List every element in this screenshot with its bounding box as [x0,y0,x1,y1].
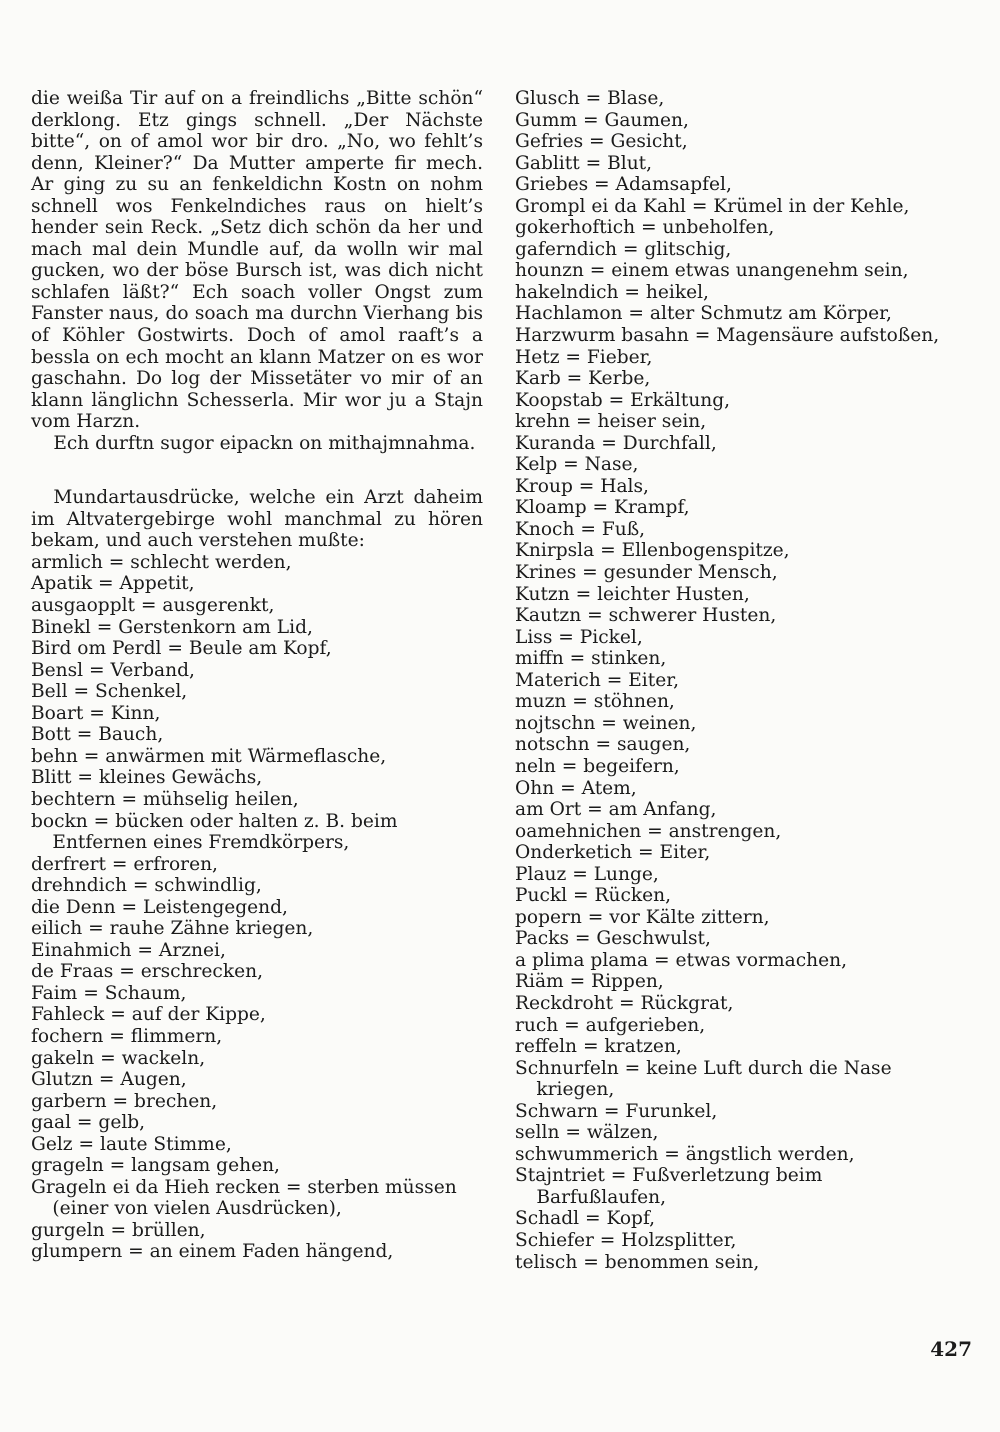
glossary-entry: fochern = flimmern, [31,1025,223,1047]
glossary-entry: hakelndich = heikel, [515,281,709,303]
glossary-entry: gaal = gelb, [31,1112,146,1134]
glossary-entry: Glusch = Blase, [515,88,665,109]
glossary-entry: armlich = schlecht werden, [31,551,292,573]
glossary-entry: Reckdroht = Rückgrat, [515,992,734,1014]
glossary-entry: Knoch = Fuß, [515,518,646,540]
left-column [31,88,483,1263]
glossary-entry: muzn = stöhnen, [515,691,675,713]
glossary-entry: ausgaopplt = ausgerenkt, [31,595,275,617]
glossary-entry: Grompl ei da Kahl = Krümel in der Kehle, [515,195,910,217]
glossary-entry: Bensl = Verband, [31,659,195,681]
glossary-entry: Glutzn = Augen, [31,1069,187,1091]
glossary-entry: gaferndich = glitschig, [515,238,732,260]
glossary-entry: glumpern = an einem Faden hängend, [31,1241,394,1263]
glossary-entry: Bott = Bauch, [31,724,164,746]
glossary-entry: Kloamp = Krampf, [515,497,690,519]
glossary-entry: krehn = heiser sein, [515,411,707,433]
glossary-entry: de Fraas = erschrecken, [31,961,264,983]
glossary-entry: Kuranda = Durchfall, [515,432,717,454]
glossary-entry: reffeln = kratzen, [515,1036,682,1058]
glossary-entry: oamehnichen = anstrengen, [515,820,782,842]
glossary-entry: drehndich = schwindlig, [31,875,262,897]
glossary-entry: Knirpsla = Ellenbogenspitze, [515,540,790,562]
glossary-entry: Fahleck = auf der Kippe, [31,1004,266,1026]
glossary-entry: Bell = Schenkel, [31,681,188,703]
glossary-entry: a plima plama = etwas vormachen, [515,949,847,971]
glossary-entry: miffn = stinken, [515,648,667,670]
glossary-entry: Karb = Kerbe, [515,368,651,390]
glossary-entry: grageln = langsam gehen, [31,1155,280,1177]
glossary-entry: gurgeln = brüllen, [31,1219,206,1241]
glossary-entry: Materich = Eiter, [515,669,679,691]
glossary-entry: Hetz = Fieber, [515,346,653,368]
glossary-entry: die Denn = Leistengegend, [31,896,288,918]
glossary-entry: ruch = aufgerieben, [515,1014,706,1036]
glossary-entry: Stajntriet = Fußverletzung beim Barfußlaufen, [515,1165,823,1208]
glossary-entry: Blitt = kleines Gewächs, [31,767,263,789]
right-column [515,88,955,1273]
story-paragraph: die weißa Tir auf on a freindlichs „Bitte schön“ derklong. Etz gings schnell. „Der Nächste bitte“, on of amol wor bir dro. „No, wo fehlt’s denn, Kleiner?“ Da Mutter amperte fir mech. Ar ging zu su an fenkeldichn Kostn on nohm schnell wos Fenkelndiches raus on hielt’s hender sein Reck. „Setz dich schön da her und mach mal dein Mundle auf, da wolln wir mal gucken, wo der böse Bursch ist, was dich nicht schlafen läßt?“ Ech soach voller Ongst zum Fanster naus, do soach ma durchn Vierhang bis of Köhler Gostwirts. Doch of amol raaft’s a bessla on ech mocht an klann Matzer on es wor gaschahn. Do log der Missetäter vo mir of an klann länglichn Schesserla. Mir wor ju a Stajn vom Harzn. [31,88,483,433]
glossary-entry: nojtschn = weinen, [515,712,697,734]
glossary-entry: derfrert = erfroren, [31,853,218,875]
glossary-entry: Apatik = Appetit, [31,573,195,595]
glossary-entry: Gefries = Gesicht, [515,131,688,153]
glossary-list-right [515,88,955,1273]
glossary-entry: Hachlamon = alter Schmutz am Körper, [515,303,892,325]
glossary-entry: Binekl = Gerstenkorn am Lid, [31,616,313,638]
glossary-entry: Puckl = Rücken, [515,885,672,907]
story-closing-paragraph: Ech durftn sugor eipackn on mithajmnahma. [53,432,476,454]
glossary-entry: Schnurfeln = keine Luft durch die Nase kriegen, [515,1057,892,1101]
glossary-entry: popern = vor Kälte zittern, [515,906,770,928]
glossary-entry: Riäm = Rippen, [515,971,664,993]
glossary-entry: Einahmich = Arznei, [31,939,226,961]
glossary-entry: schwummerich = ängstlich werden, [515,1143,855,1165]
glossary-entry: Kroup = Hals, [515,475,649,497]
glossary-entry: Griebes = Adamsapfel, [515,174,732,196]
glossary-entry: Gelz = laute Stimme, [31,1133,232,1155]
glossary-entry: Grageln ei da Hieh recken = sterben müssen (einer von vielen Ausdrücken), [31,1176,457,1220]
glossary-entry: gakeln = wackeln, [31,1047,206,1069]
glossary-entry: Schwarn = Furunkel, [515,1100,718,1122]
glossary-entry: Koopstab = Erkältung, [515,389,731,411]
glossary-entry: telisch = benommen sein, [515,1251,760,1273]
glossary-entry: selln = wälzen, [515,1122,659,1144]
glossary-list-left [31,552,483,1263]
glossary-entry: Plauz = Lunge, [515,863,659,885]
glossary-entry: Packs = Geschwulst, [515,928,711,950]
glossary-entry: Ohn = Atem, [515,777,637,799]
glossary-entry: Gablitt = Blut, [515,152,653,174]
glossary-entry: neln = begeifern, [515,755,680,777]
glossary-entry: am Ort = am Anfang, [515,799,717,821]
glossary-entry: Faim = Schaum, [31,982,187,1004]
glossary-entry: Krines = gesunder Mensch, [515,562,778,584]
glossary-entry: notschn = saugen, [515,734,691,756]
glossary-entry: Kelp = Nase, [515,454,639,476]
glossary-entry: Kautzn = schwerer Husten, [515,605,777,627]
glossary-entry: garbern = brechen, [31,1090,218,1112]
glossary-entry: behn = anwärmen mit Wärmeflasche, [31,745,387,767]
glossary-entry: Gumm = Gaumen, [515,109,689,131]
glossary-entry: gokerhoftich = unbeholfen, [515,217,775,239]
glossary-entry: Bird om Perdl = Beule am Kopf, [31,638,332,660]
glossary-entry: bechtern = mühselig heilen, [31,788,299,810]
page-number: 427 [930,1337,972,1361]
glossary-entry: bockn = bücken oder halten z. B. beim Entfernen eines Fremdkörpers, [31,810,398,854]
glossary-entry: Boart = Kinn, [31,702,161,724]
glossary-entry: Harzwurm basahn = Magensäure aufstoßen, [515,325,940,347]
glossary-entry: Schadl = Kopf, [515,1208,656,1230]
glossary-entry: Onderketich = Eiter, [515,842,711,864]
glossary-entry: Kutzn = leichter Husten, [515,583,750,605]
glossary-entry: eilich = rauhe Zähne kriegen, [31,918,314,940]
glossary-entry: hounzn = einem etwas unangenehm sein, [515,260,909,282]
glossary-entry: Schiefer = Holzsplitter, [515,1229,737,1251]
glossary-entry: Liss = Pickel, [515,626,643,648]
glossary-intro: Mundartausdrücke, welche ein Arzt daheim im Altvatergebirge wohl manchmal zu hören bekam, und auch verstehen mußte: [31,487,483,552]
